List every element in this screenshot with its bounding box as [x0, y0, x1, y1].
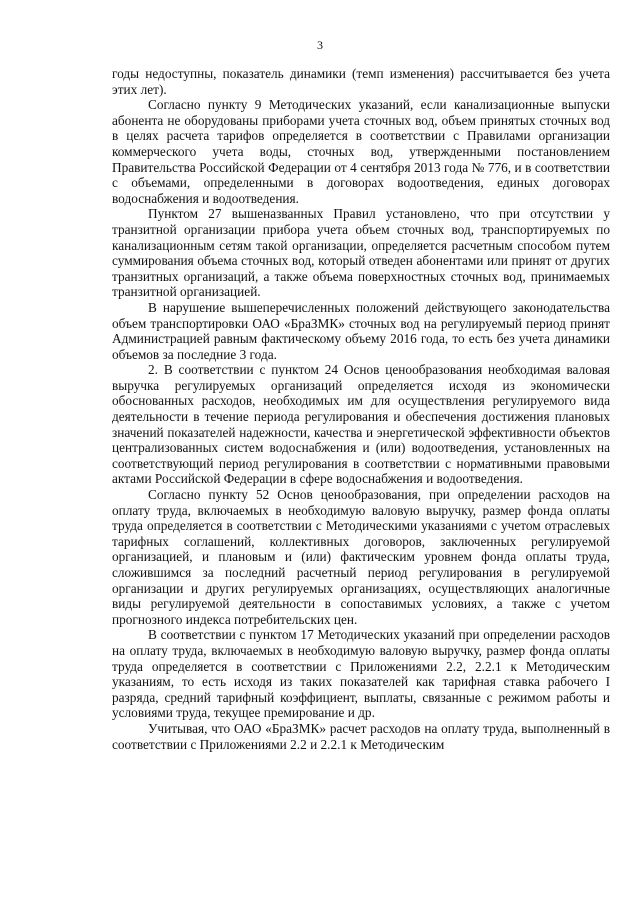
- paragraph-transit-organization: Пунктом 27 вышеназванных Правил установлено, что при отсутствии у транзитной организации прибора учета объем сточных вод, транспортируемых по канализационным сетям такой организации, определяется расчетным способом путем суммирования объема сточных вод, который отведен абонентами или принят от других транзитных организаций, а также объема поверхностных сточных вод, принимаемых транзитной организацией.: [112, 206, 610, 300]
- page-number: 3: [317, 38, 323, 52]
- paragraph-violation: В нарушение вышеперечисленных положений действующего законодательства объем транспортировки ОАО «БраЗМК» сточных вод на регулируемый период принят Администрацией равным фактическому объему 2016 года, то есть без учета динамики объемов за последние 3 года.: [112, 299, 610, 362]
- paragraph-continuation: годы недоступны, показатель динамики (темп изменения) рассчитывается без учета этих лет).: [112, 66, 610, 97]
- paragraph-wage-fund: В соответствии с пунктом 17 Методических указаний при определении расходов на оплату труда, включаемых в необходимую валовую выручку, размер фонда оплаты труда определяется в соответствии с Приложениями 2.2, 2.2.1 к Методическим указаниям, то есть исходя из таких показателей как тарифная ставка рабочего I разряда, средний тарифный коэффициент, выплаты, связанные с режимом работы и условиями труда, текущее премирование и др.: [112, 627, 610, 721]
- paragraph-brazmk-calculation: Учитывая, что ОАО «БраЗМК» расчет расходов на оплату труда, выполненный в соответствии с Приложениями 2.2 и 2.2.1 к Методическим: [112, 720, 610, 752]
- document-body: [112, 66, 610, 752]
- paragraph-wastewater-metering: Согласно пункту 9 Методических указаний, если канализационные выпуски абонента не оборудованы приборами учета сточных вод, объем принятых сточных вод в целях расчета тарифов определяется в соответствии с Правилами организации коммерческого учета воды, сточных вод, утвержденными постановлением Правительства Российской Федерации от 4 сентября 2013 года № 776, и в соответствии с объемами, определенными в договорах водоотведения, единых договорах водоснабжения и водоотведения.: [112, 97, 610, 206]
- paragraph-gross-revenue: 2. В соответствии с пунктом 24 Основ ценообразования необходимая валовая выручка регулируемых организаций определяется исходя из экономически обоснованных расходов, необходимых им для осуществления регулируемого вида деятельности в течение периода регулирования и обеспечения достижения плановых значений показателей надежности, качества и энергетической эффективности объектов централизованных систем водоснабжения и (или) водоотведения, установленных на соответствующий период регулирования в соответствии с нормативными правовыми актами Российской Федерации в сфере водоснабжения и водоотведения.: [112, 362, 610, 487]
- paragraph-labor-costs: Согласно пункту 52 Основ ценообразования, при определении расходов на оплату труда, включаемых в необходимую валовую выручку, размер фонда оплаты труда определяется в соответствии с Методическими указаниями с учетом отраслевых тарифных соглашений, коллективных договоров, заключенных регулируемой организацией, и плановым и (или) фактическим уровнем фонда оплаты труда, сложившимся за последний расчетный период регулирования в регулируемой организации и других регулируемых организациях, осуществляющих аналогичные виды регулируемой деятельности в сопоставимых условиях, а также с учетом прогнозного индекса потребительских цен.: [112, 487, 610, 627]
